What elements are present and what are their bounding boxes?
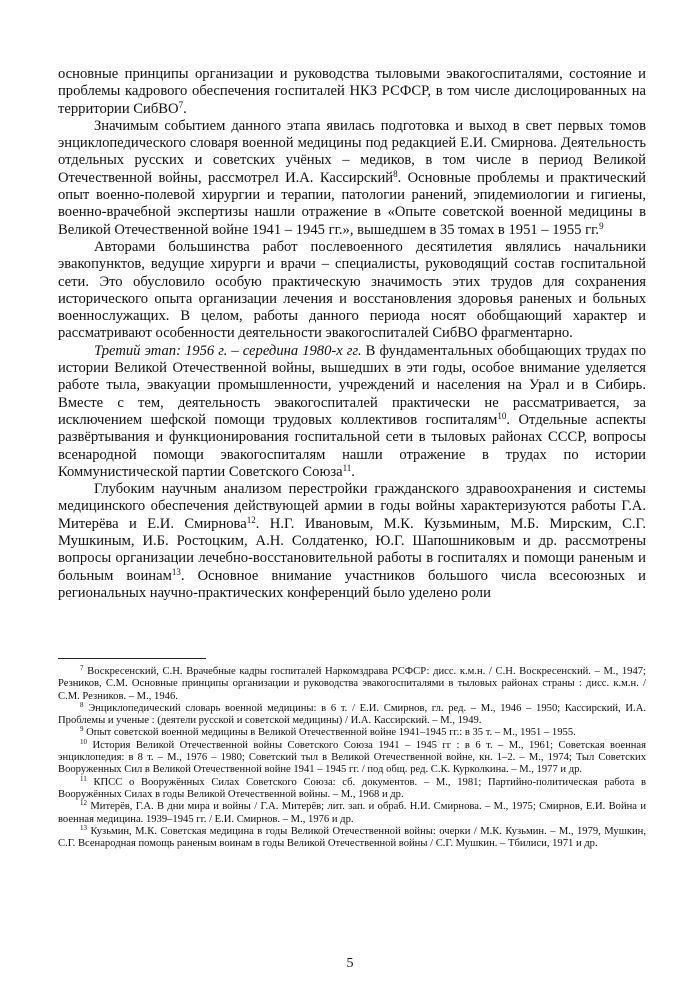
footnote-text: Опыт советской военной медицины в Великой Отечественной войне 1941–1945 гг.: в 35 т. – М., 1951 – 1955.: [86, 727, 576, 739]
footnote-separator: [58, 658, 206, 659]
footnote-ref-12[interactable]: 12: [246, 514, 256, 525]
footnote-number: 9: [80, 725, 84, 734]
paragraph-5: [58, 481, 646, 602]
footnote-number: 12: [80, 799, 87, 808]
footnote-text: КПСС о Вооружённых Силах Советского Союза: сб. документов. – М., 1981; Партийно-политическая работа в Вооружённых Силах в годы Великой Отечественной войны. – М., 1968 и др.: [58, 776, 647, 800]
paragraph-4-text-a: В фундаментальных обобщающих трудах по истории Великой Отечественной войны, вышедших в эти годы, особое внимание уделяется работе тыла, эвакуации промышленности, учреждений и населения на Урал и в Сибирь. Вместе с тем, деятельность эвакогоспиталей практически не рассматривается, за исключением шефской помощи трудовых коллективов госпиталям: [58, 342, 646, 428]
paragraph-4-end: .: [351, 463, 355, 480]
footnote-number: 11: [80, 774, 87, 783]
footnote-ref-7[interactable]: 7: [178, 99, 184, 110]
footnote-number: 10: [80, 737, 87, 746]
paragraph-5-text-b: . Н.Г. Ивановым, М.К. Кузьминым, М.Б. Мирским, С.Г. Мушкиным, И.Б. Ростоцким, А.Н. Солдатенко, Ю.Г. Шапошниковым и др. рассмотрены вопросы организации лечебно-восстановительной работы в госпиталях и помощи раненым и больным воинам: [58, 515, 646, 584]
footnote-13: [58, 823, 646, 851]
footnote-ref-11[interactable]: 11: [342, 462, 352, 473]
footnote-number: 8: [80, 700, 84, 709]
paragraph-5-text-c: . Основное внимание участников большого числа всесоюзных и региональных научно-практических конференций было уделено роли: [58, 567, 646, 601]
footnote-7: [58, 666, 646, 703]
paragraph-3-text: Авторами большинства работ послевоенного десятилетия являлись начальники эвакопунктов, ведущие хирурги и врачи – специалисты, руководящий состав госпитальной сети. Это обусловило особую практическую значимость этих трудов для сохранения исторического опыта организации лечения и восстановления здоровья раненых и больных военнослужащих. В целом, работы данного периода носят обобщающий характер и рассматривают особенности деятельности эвакогоспиталей СибВО фрагментарно.: [58, 238, 646, 342]
paragraph-5-text-a: Глубоким научным анализом перестройки гражданского здравоохранения и системы медицинского обеспечения действующей армии в годы войны характеризуются работы Г.А. Митерёва и Е.И. Смирнова: [58, 481, 646, 532]
footnote-number: 7: [80, 664, 84, 672]
footnote-text: История Великой Отечественной войны Советского Союза 1941 – 1945 гг : в 6 т. – М., 1961; Советская военная энциклопедия: в 8 т. – М., 1976 – 1980; Советский тыл в Великой Отечественной войне, кн. 1–2. – М., 1974; Тыл Советских Вооруженных Сил в Великой Отечественной войне 1941 – 1945 гг. / под общ. ред. С.К. Курколкина. – М., 1977 и др.: [58, 739, 646, 776]
footnote-text: Кузьмин, М.К. Советская медицина в годы Великой Отечественной войны: очерки / М.К. Кузьмин. – М., 1979, Мушкин, С.Г. Всенародная помощь раненым воинам в годы Великой Отечественной войны / С.Г. Мушкин. – Тбилиси, 1971 и др.: [58, 825, 646, 850]
paragraph-2-text-b: . Основные проблемы и практический опыт военно-полевой хирургии и терапии, патологии ранений, эпидемиологии и гигиены, военно-врачебной экспертизы нашли отражение в «Опыте советской военной медицины в Великой Отечественной войне 1941 – 1945 гг.», вышедшем в 35 томах в 1951 – 1955 гг.: [58, 169, 646, 238]
footnote-9: [58, 727, 646, 739]
footnote-11: [58, 774, 647, 802]
footnote-text: Воскресенский, С.Н. Врачебные кадры госпиталей Наркомздрава РСФСР: дисс. к.м.н. / С.Н. Воскресенский. – М., 1947; Резников, С.М. Основные принципы организации и руководства эвакогоспиталями в тыловых районах страны : дисс. к.м.н. / С.М. Резников. – М., 1946.: [58, 666, 646, 702]
section-heading-third-stage: Третий этап: 1956 г. – середина 1980-х гг.: [94, 342, 362, 359]
footnote-ref-9[interactable]: 9: [599, 220, 604, 231]
footnote-ref-10[interactable]: 10: [497, 410, 507, 421]
footnote-8: [58, 700, 646, 728]
footnotes: [58, 666, 646, 850]
paragraph-4-text-b: . Отдельные аспекты развёртывания и функционирования госпитальной сети в тыловых районах СССР, вопросы всенародной помощи эвакогоспиталям нашли отражение в трудах по истории Коммунистической партии Советского Союза: [58, 411, 646, 480]
paragraph-3: [58, 239, 646, 343]
paragraph-2-text-a: Значимым событием данного этапа явилась подготовка и выход в свет первых томов энциклопедического словаря военной медицины под редакцией Е.И. Смирнова. Деятельность отдельных русских и советских учёных – медиков, в том числе в период Великой Отечественной войны, рассмотрел И.А. Кассирский: [58, 117, 646, 186]
footnote-12: [58, 801, 646, 826]
footnote-text: Энциклопедический словарь военной медицины: в 6 т. / Е.И. Смирнов, гл. ред. – М., 1946 – 1950; Кассирский, И.А. Проблемы и ученые : (деятели русской и советской медицины) / И.А. Кассирский. – М., 1949.: [58, 702, 646, 727]
page-number: 5: [346, 956, 354, 971]
footnote-text: Митерёв, Г.А. В дни мира и войны / Г.А. Митерёв; лит. зап. и обраб. Н.И. Смирнова. – М., 1975; Смирнов, Е.И. Война и военная медицина. 1939–1945 гг. / Е.И. Смирнов. – М., 1976 и др.: [58, 801, 647, 825]
footnote-number: 13: [80, 823, 87, 832]
paragraph-1-text: основные принципы организации и руководства тыловыми эвакогоспиталями, состояние и проблемы кадрового обеспечения госпиталей НКЗ РСФСР, в том числе дислоцированных на территории СибВО: [58, 66, 646, 117]
footnote-ref-13[interactable]: 13: [171, 566, 181, 577]
footnote-10: [58, 737, 646, 777]
paragraph-4: [58, 343, 646, 481]
paragraph-1: [58, 66, 646, 118]
footnote-ref-8[interactable]: 8: [393, 168, 398, 179]
paragraph-1-end: .: [183, 100, 187, 117]
main-text: [58, 66, 646, 602]
paragraph-2: [58, 118, 646, 239]
